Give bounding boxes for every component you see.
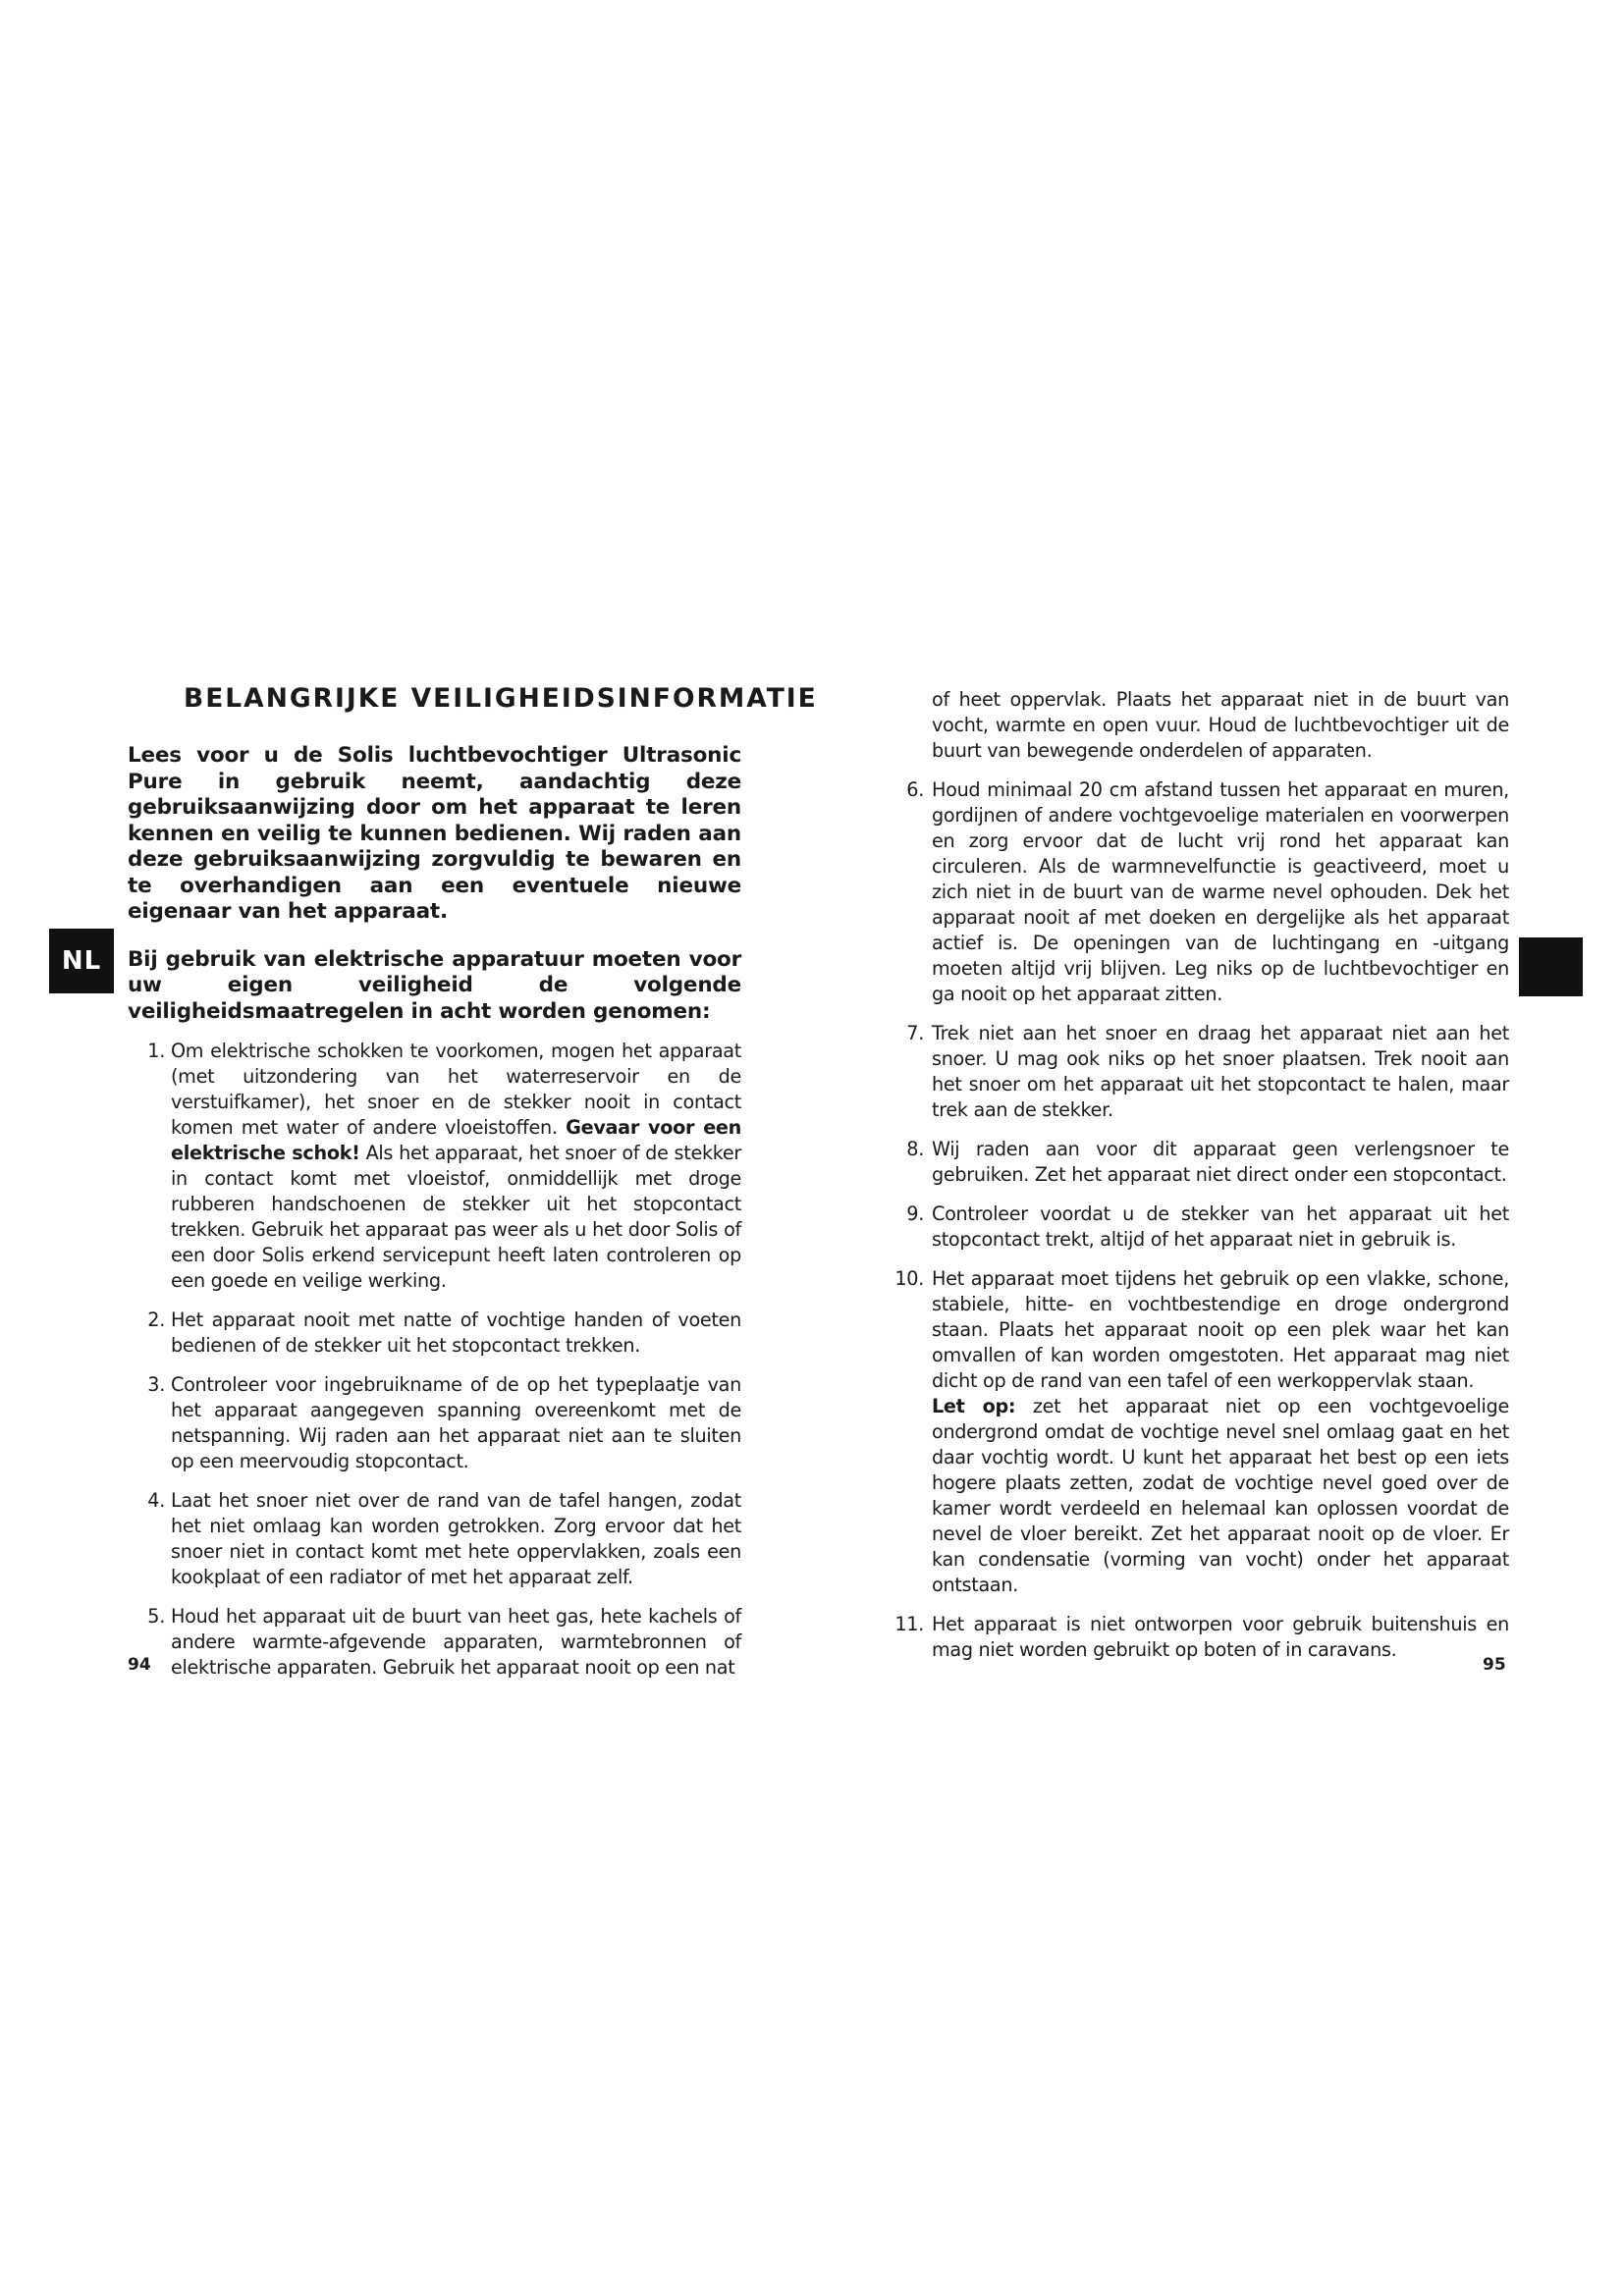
item-5-continuation: of heet oppervlak. Plaats het apparaat niet in de buurt van vocht, warmte en open vuur. Houd de luchtbevochtiger uit de buurt van bewegende onderdelen of apparaten. bbox=[932, 688, 1509, 762]
note-label: Let op: bbox=[932, 1395, 1016, 1417]
list-item: 5. Houd het apparaat uit de buurt van heet gas, hete kachels of andere warmte-afgevende apparaten, warmtebronnen of elektrische apparaten. Gebruik het apparaat nooit op een nat bbox=[147, 1605, 741, 1679]
safety-list-right bbox=[894, 777, 1509, 1663]
list-item: 7. Trek niet aan het snoer en draag het apparaat niet aan het snoer. U mag ook niks op het snoer plaatsen. Trek nooit aan het snoer om het apparaat uit het stopcontact te halen, maar trek aan de stekker. bbox=[906, 1022, 1509, 1121]
list-item: 2. Het apparaat nooit met natte of vochtige handen of voeten bedienen of de stekker uit het stopcontact trekken. bbox=[147, 1308, 741, 1357]
page-number-right: 95 bbox=[1483, 1655, 1506, 1675]
right-column bbox=[894, 687, 1509, 1677]
safety-list-left bbox=[128, 1039, 741, 1681]
section-heading bbox=[162, 683, 818, 714]
list-item: 1. Om elektrische schokken te voorkomen, mogen het apparaat (met uitzondering van het waterreservoir en de verstuifkamer), het snoer en de stekker nooit in contact komen met water of andere vloeistoffen. Gevaar voor een elektrische schok! Als het apparaat, het snoer of de stekker in contact komt met vloeistof, onmiddellijk met droge rubberen handschoenen de stekker uit het stopcontact trekken. Gebruik het apparaat pas weer als u het door Solis of een door Solis erkend servicepunt heeft laten controleren op een goede en veilige werking. bbox=[147, 1040, 741, 1292]
list-item: 6. Houd minimaal 20 cm afstand tussen het apparaat en muren, gordijnen of andere vochtgevoelige materialen en voorwerpen en zorg ervoor dat de lucht vrij rond het apparaat kan circuleren. Als de warmnevelfunctie is geactiveerd, moet u zich niet in de buurt van de warme nevel ophouden. Dek het apparaat nooit af met doeken en dergelijke als het apparaat actief is. De openingen van de luchtingang en -uitgang moeten altijd vrij blijven. Leg niks op de luchtbevochtiger en ga nooit op het apparaat zitten. bbox=[906, 778, 1509, 1005]
list-item: 11. Het apparaat is niet ontworpen voor gebruik buitenshuis en mag niet worden gebruikt op boten of in caravans. bbox=[894, 1613, 1509, 1661]
heading-text: BELANGRIJKE VEILIGHEIDSINFORMATIE bbox=[184, 683, 818, 714]
list-item: 10. Het apparaat moet tijdens het gebruik op een vlakke, schone, stabiele, hitte- en vochtbestendige en droge ondergrond staan. Plaats het apparaat nooit op een plek waar het kan omvallen of kan worden omgestoten. Het apparaat mag niet dicht op de rand van een tafel of een werkoppervlak staan. Let op: zet het apparaat niet op een vochtgevoelige ondergrond omdat de vochtige nevel snel omlaag gaat en het daar vochtig wordt. U kunt het apparaat het best op een iets hogere plaats zetten, zodat de vochtige nevel goed over de kamer wordt verdeeld en helemaal kan oplossen voordat de nevel de vloer bereikt. Zet het apparaat nooit op de vloer. Er kan condensatie (vorming van vocht) onder het apparaat ontstaan. bbox=[894, 1267, 1509, 1596]
danger-warning: Gevaar voor een elektrische schok! bbox=[171, 1116, 741, 1164]
list-item: 3. Controleer voor ingebruikname of de op het typeplaatje van het apparaat aangegeven spanning overeenkomt met de netspanning. Wij raden aan het apparaat niet aan te sluiten op een meervoudig stopcontact. bbox=[147, 1373, 741, 1472]
language-tab: NL bbox=[49, 929, 114, 993]
list-item: 9. Controleer voordat u de stekker van het apparaat uit het stopcontact trekt, altijd of het apparaat niet in gebruik is. bbox=[906, 1202, 1509, 1251]
list-item: 4. Laat het snoer niet over de rand van de tafel hangen, zodat het niet omlaag kan worden getrokken. Zorg ervoor dat het snoer niet in contact komt met hete oppervlakken, zoals een kookplaat of een radiator of met het apparaat zelf. bbox=[147, 1489, 741, 1588]
list-item: 8. Wij raden aan voor dit apparaat geen verlengsnoer te gebruiken. Zet het apparaat niet direct onder een stopcontact. bbox=[906, 1138, 1509, 1186]
page-number-left: 94 bbox=[128, 1655, 151, 1675]
intro-paragraph-1: Lees voor u de Solis luchtbevochtiger Ultrasonic Pure in gebruik neemt, aandachtig deze gebruiksaanwijzing door om het apparaat te leren kennen en veilig te kunnen bedienen. Wij raden aan deze gebruiksaanwijzing zorgvuldig te bewaren en te overhandigen aan een eventuele nieuwe eigenaar van het apparaat. bbox=[128, 743, 741, 924]
left-column bbox=[128, 743, 741, 1694]
intro-paragraph-2: Bij gebruik van elektrische apparatuur moeten voor uw eigen veiligheid de volgende veiligheidsmaatregelen in acht worden genomen: bbox=[128, 946, 741, 1024]
side-tab-marker bbox=[1519, 937, 1583, 996]
